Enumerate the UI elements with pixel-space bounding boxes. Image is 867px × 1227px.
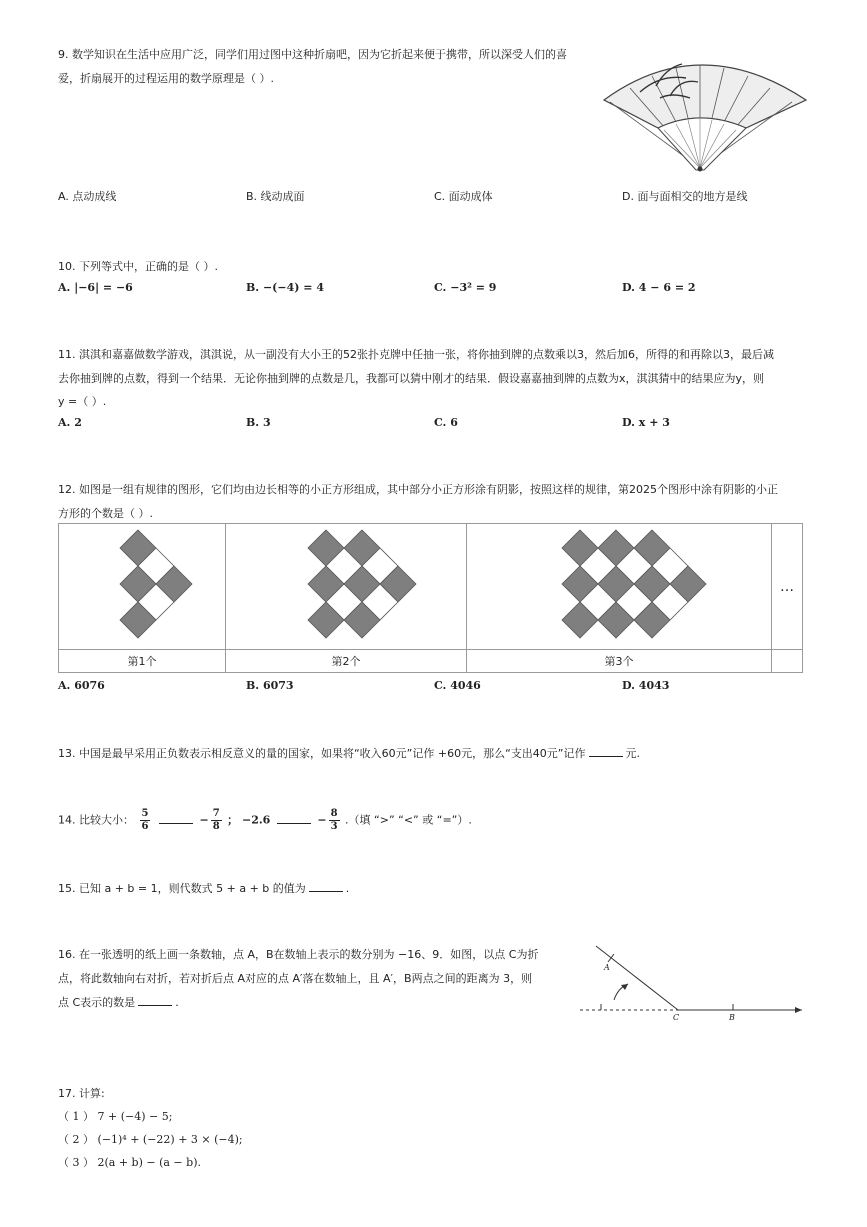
q11-stem-line1: 11. 淇淇和嘉嘉做数学游戏，淇淇说，从一副没有大小王的52张扑克牌中任抽一张，将你抽到牌的点数乘以3，然后加6，所得的和再除以3，最后减 (58, 348, 774, 361)
q9-option-c[interactable]: C. 面动成体 (434, 190, 493, 203)
q14-fraction-2: $\frac{7}{8}$ (212, 808, 220, 832)
q10-option-a[interactable]: A. |−6| = −6 (58, 281, 133, 294)
q14-separator: ； −2.6 (227, 813, 271, 827)
q17-item-1: （ 1 ） 7 + (−4) − 5; (58, 1110, 173, 1123)
q17-item-3: （ 3 ） 2(a + b) − (a − b). (58, 1156, 201, 1169)
pattern-caption-3: 第3个 (467, 650, 772, 673)
q14-prefix: 14. 比较大小： (58, 813, 134, 827)
q9-option-b[interactable]: B. 线动成面 (246, 190, 305, 203)
q11-stem-line3: y =（ ）. (58, 395, 107, 408)
pattern-caption-1: 第1个 (59, 650, 226, 673)
q12-stem-line1: 12. 如图是一组有规律的图形，它们均由边长相等的小正方形组成，其中部分小正方形涂有阴影，按照这样的规律，第2025个图形中涂有阴影的小正 (58, 483, 778, 496)
q12-stem-line2: 方形的个数是（ ）. (58, 507, 153, 520)
q10-option-b[interactable]: B. −(−4) = 4 (246, 281, 324, 294)
q11-option-a[interactable]: A. 2 (58, 416, 82, 429)
q16-text-after: . (175, 996, 179, 1009)
q15-answer-blank[interactable] (309, 881, 343, 892)
q10-option-d[interactable]: D. 4 − 6 = 2 (622, 281, 696, 294)
pattern-figure-2 (226, 524, 467, 650)
q11-option-c[interactable]: C. 6 (434, 416, 458, 429)
q12-option-d[interactable]: D. 4043 (622, 679, 670, 692)
label-point-a: A (604, 963, 610, 972)
q13-text-after: 元. (625, 747, 640, 760)
q9-option-d[interactable]: D. 面与面相交的地方是线 (622, 190, 748, 203)
q13-text-before: 13. 中国是最早采用正负数表示相反意义的量的国家，如果将“收入60元”记作 +60元，那么“支出40元”记作 (58, 747, 586, 760)
label-point-c: C (673, 1013, 680, 1022)
q9-stem-line1: 9. 数学知识在生活中应用广泛，同学们用过图中这种折扇吧，因为它折起来便于携带，所以深受人们的喜 (58, 48, 567, 61)
q10-option-c[interactable]: C. −3² = 9 (434, 281, 497, 294)
q12-option-b[interactable]: B. 6073 (246, 679, 294, 692)
number-line-fold-diagram (578, 942, 810, 1022)
pattern-ellipsis: … (772, 524, 803, 650)
q14-blank-2[interactable] (277, 813, 311, 824)
q12-option-c[interactable]: C. 4046 (434, 679, 481, 692)
q9-option-a[interactable]: A. 点动成线 (58, 190, 117, 203)
q14-minus-2: − (317, 813, 327, 827)
q15-text-before: 15. 已知 a + b = 1，则代数式 5 + a + b 的值为 (58, 882, 306, 895)
q16-stem-line1: 16. 在一张透明的纸上画一条数轴，点 A，B在数轴上表示的数分别为 −16、9．如图，以点 C为折 (58, 948, 539, 961)
q16-answer-blank[interactable] (138, 995, 172, 1006)
q17-item-2: （ 2 ） (−1)⁴ + (−22) + 3 × (−4); (58, 1133, 243, 1146)
q9-stem-line2: 爱，折扇展开的过程运用的数学原理是（ ）. (58, 72, 274, 85)
q13-answer-blank[interactable] (589, 746, 623, 757)
q16-stem-line3 (58, 994, 179, 1010)
pattern-caption-2: 第2个 (226, 650, 467, 673)
q11-stem-line2: 去你抽到牌的点数，得到一个结果．无论你抽到牌的点数是几，我都可以猜中刚才的结果．假设嘉嘉抽到牌的点数为x，淇淇猜中的结果应为y，则 (58, 372, 765, 385)
q16-stem-line2: 点，将此数轴向右对折，若对折后点 A对应的点 A′落在数轴上，且 A′，B两点之间的距离为 3，则 (58, 972, 533, 985)
q15-text-after: . (345, 882, 350, 895)
q14-suffix: .（填 “>” “<” 或 “=”）. (345, 813, 472, 827)
q15-stem (58, 880, 349, 896)
folding-fan-image (600, 48, 810, 173)
pattern-figure-3 (467, 524, 772, 650)
q10-stem: 10. 下列等式中，正确的是（ ）. (58, 260, 218, 273)
q12-option-a[interactable]: A. 6076 (58, 679, 105, 692)
q14-stem (58, 808, 472, 833)
q14-fraction-1: $\frac{5}{6}$ (141, 808, 149, 832)
pattern-caption-empty (772, 650, 803, 673)
pattern-figure-1 (59, 524, 226, 650)
q14-minus: − (199, 813, 209, 827)
q11-option-d[interactable]: D. x + 3 (622, 416, 670, 429)
q11-option-b[interactable]: B. 3 (246, 416, 271, 429)
label-point-b: B (729, 1013, 735, 1022)
q17-title: 17. 计算: (58, 1087, 105, 1100)
q13-stem (58, 745, 640, 761)
q16-text-before: 点 C表示的数是 (58, 996, 136, 1009)
q14-blank-1[interactable] (159, 813, 193, 824)
pattern-figure-table (58, 523, 803, 673)
q14-fraction-3: $\frac{8}{3}$ (330, 808, 338, 832)
